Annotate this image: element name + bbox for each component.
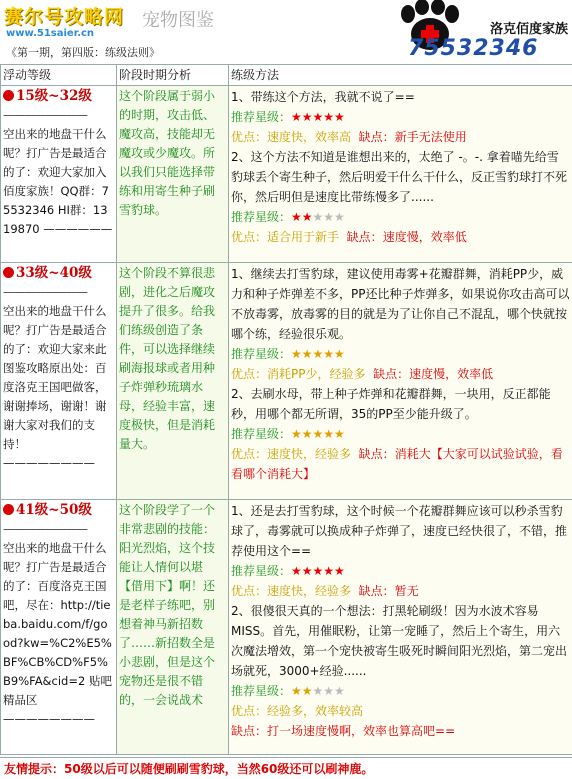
brand-name: 洛克佰度家族: [490, 22, 569, 37]
rating-row: 推荐星级：★★★★★: [231, 427, 345, 441]
method-step-1: 1、继续去打雪豹球，建议使用毒雾+花瓣群舞，消耗PP少，威力和种子炸弹差不多，PP还比种子炸弹多，如果说你攻击高可以不放毒雾，放毒雾的目的就是为了让你自己不混乱，哪个快就按哪个练，经验很乐观。: [231, 267, 570, 341]
method-step-2: 2、去刷水母，带上种子炸弹和花瓣群舞，一块用，反正都能秒，用哪个都无所谓，35的PP至少能升级了。: [231, 387, 551, 421]
table-row: [1, 500, 572, 755]
rating-row: 推荐星级：★★★★★: [231, 564, 345, 578]
pros-cons-row: 优点：速度快，经验多 缺点：消耗大【大家可以试验试验，看看哪个消耗大】: [231, 447, 563, 481]
site-title: 赛尔号攻略网: [4, 6, 125, 28]
level-range: 15级~32级: [3, 87, 114, 106]
ad-text: 空出来的地盘干什么呢？打广告是最适合的了：百度洛克王国吧，尽在：http://tieba.baidu.com/f/good?kw=%C2%E5%BF%CB%CD%F5%B9%FA&cid=2 贴吧精品区 ————————: [3, 541, 112, 726]
table-row: [1, 263, 572, 500]
pros-cons-row: 优点：消耗PP少，经验多 缺点：速度慢，效率低: [231, 367, 494, 381]
red-dot-icon: [3, 504, 14, 515]
header: [0, 0, 572, 64]
column-header-level: 浮动等级: [1, 65, 117, 86]
red-dot-icon: [3, 90, 14, 101]
pros-cons-row: 优点：速度快，效率高 缺点：新手无法使用: [231, 130, 467, 144]
rating-row: 推荐星级：★★★★★: [231, 110, 345, 124]
sub-title: 《第一期，第四版：练级法则》: [6, 46, 160, 59]
table-header-row: [1, 65, 572, 86]
level-cell: 15级~32级 ———————— 空出来的地盘干什么呢？打广告是最适合的了：欢迎大家加入佰度家族！QQ群：75532346 HI群：1319870 ——————: [1, 86, 117, 263]
phase-cell: 这个阶段学了一个非常悲剧的技能：阳光烈焰，这个技能让人情何以堪【借用下】啊！还是老样子练吧，别想着神马新招数了……新招数全是小悲剧，但是这个宠物还是很不错的，一会说战术: [117, 500, 229, 755]
ad-text: 空出来的地盘干什么呢？打广告是最适合的了：欢迎大家加入佰度家族！QQ群：75532346 HI群：1319870 ——————: [3, 127, 113, 236]
pros-cons-row: 优点：适合用于新手 缺点：速度慢，效率低: [231, 230, 467, 244]
method-cell: [229, 263, 572, 500]
method-cell: [229, 500, 572, 755]
cons-row: 缺点：打一场速度慢啊，效率也算高吧==: [231, 724, 456, 738]
brand-logo: [392, 0, 572, 64]
rating-row: 推荐星级：★★★★★: [231, 684, 345, 698]
level-cell: 41级~50级 ———————— 空出来的地盘干什么呢？打广告是最适合的了：百度洛克王国吧，尽在：http://tieba.baidu.com/f/good?kw=%C2%E5%BF%CB%CD%F5%B9%FA&cid=2 贴吧精品区 ————————: [1, 500, 117, 755]
level-range: 33级~40级: [3, 264, 114, 283]
method-step-1: 1、还是去打雪豹球，这个时候一个花瓣群舞应该可以秒杀雪豹球了，毒雾就可以换成种子炸弹了，速度已经快很了，不错，推荐使用这个==: [231, 504, 568, 558]
friendly-tip: 友情提示：50级以后可以随便刷刷雪豹球，当然60级还可以刷神鹿。: [0, 757, 572, 779]
column-header-method: 练级方法: [229, 65, 572, 86]
level-cell: 33级~40级 ———————— 空出来的地盘干什么呢？打广告是最适合的了：欢迎大家来此图鉴攻略原出处：百度洛克王国吧做客，谢谢捧场，谢谢！谢谢大家对我们的支持！ ————————: [1, 263, 117, 500]
method-step-1: 1、带练这个方法，我就不说了==: [231, 90, 415, 104]
method-cell: [229, 86, 572, 263]
phase-cell: 这个阶段不算很悲剧，进化之后魔攻提升了很多。给我们练级创造了条件，可以选择继续刷海报球或者用种子炸弹秒琉璃水母，经验丰富，速度极快，但是消耗量大。: [117, 263, 229, 500]
brand-qq-number: 75532346: [408, 36, 539, 61]
doc-title: 宠物图鉴: [142, 10, 214, 31]
rating-row: 推荐星级：★★★★★: [231, 210, 345, 224]
star-rating: ★★★★★: [291, 110, 345, 124]
level-range: 41级~50级: [3, 501, 114, 520]
pros-cons-row: 优点：经验多，效率较高: [231, 704, 364, 718]
method-step-2: 2、这个方法不知道是谁想出来的，太绝了 -。-. 拿着喵先给雪豹球丢个寄生种子，然后明爱干什么干什么，反正雪豹球打不死你，然后明但是速度比带练慢多了......: [231, 150, 568, 204]
column-header-phase: 阶段时期分析: [117, 65, 229, 86]
ad-text: 空出来的地盘干什么呢？打广告是最适合的了：欢迎大家来此图鉴攻略原出处：百度洛克王国吧做客，谢谢捧场，谢谢！谢谢大家对我们的支持！ ————————: [3, 304, 107, 470]
phase-cell: 这个阶段属于弱小的时期，攻击低、魔攻高，技能却无魔攻或少魔攻。所以我们只能选择带练和用寄生种子刷雪豹球。: [117, 86, 229, 263]
rating-row: 推荐星级：★★★★★: [231, 347, 345, 361]
leveling-table: [0, 64, 572, 755]
site-url[interactable]: www.51saier.cn: [6, 28, 95, 39]
table-row: [1, 86, 572, 263]
method-step-2: 2、很傻很天真的一个想法：打黑轮刷级！因为水波术容易MISS。首先，用催眠粉，让第一宠睡了，然后上个寄生，用六次魔法增效，第一个宠快被寄生吸死时瞬间阳光烈焰，第二宠出场就死，3000+经验......: [231, 604, 568, 678]
red-dot-icon: [3, 267, 14, 278]
pros-cons-row: 优点：速度快，经验多 缺点：暂无: [231, 584, 419, 598]
